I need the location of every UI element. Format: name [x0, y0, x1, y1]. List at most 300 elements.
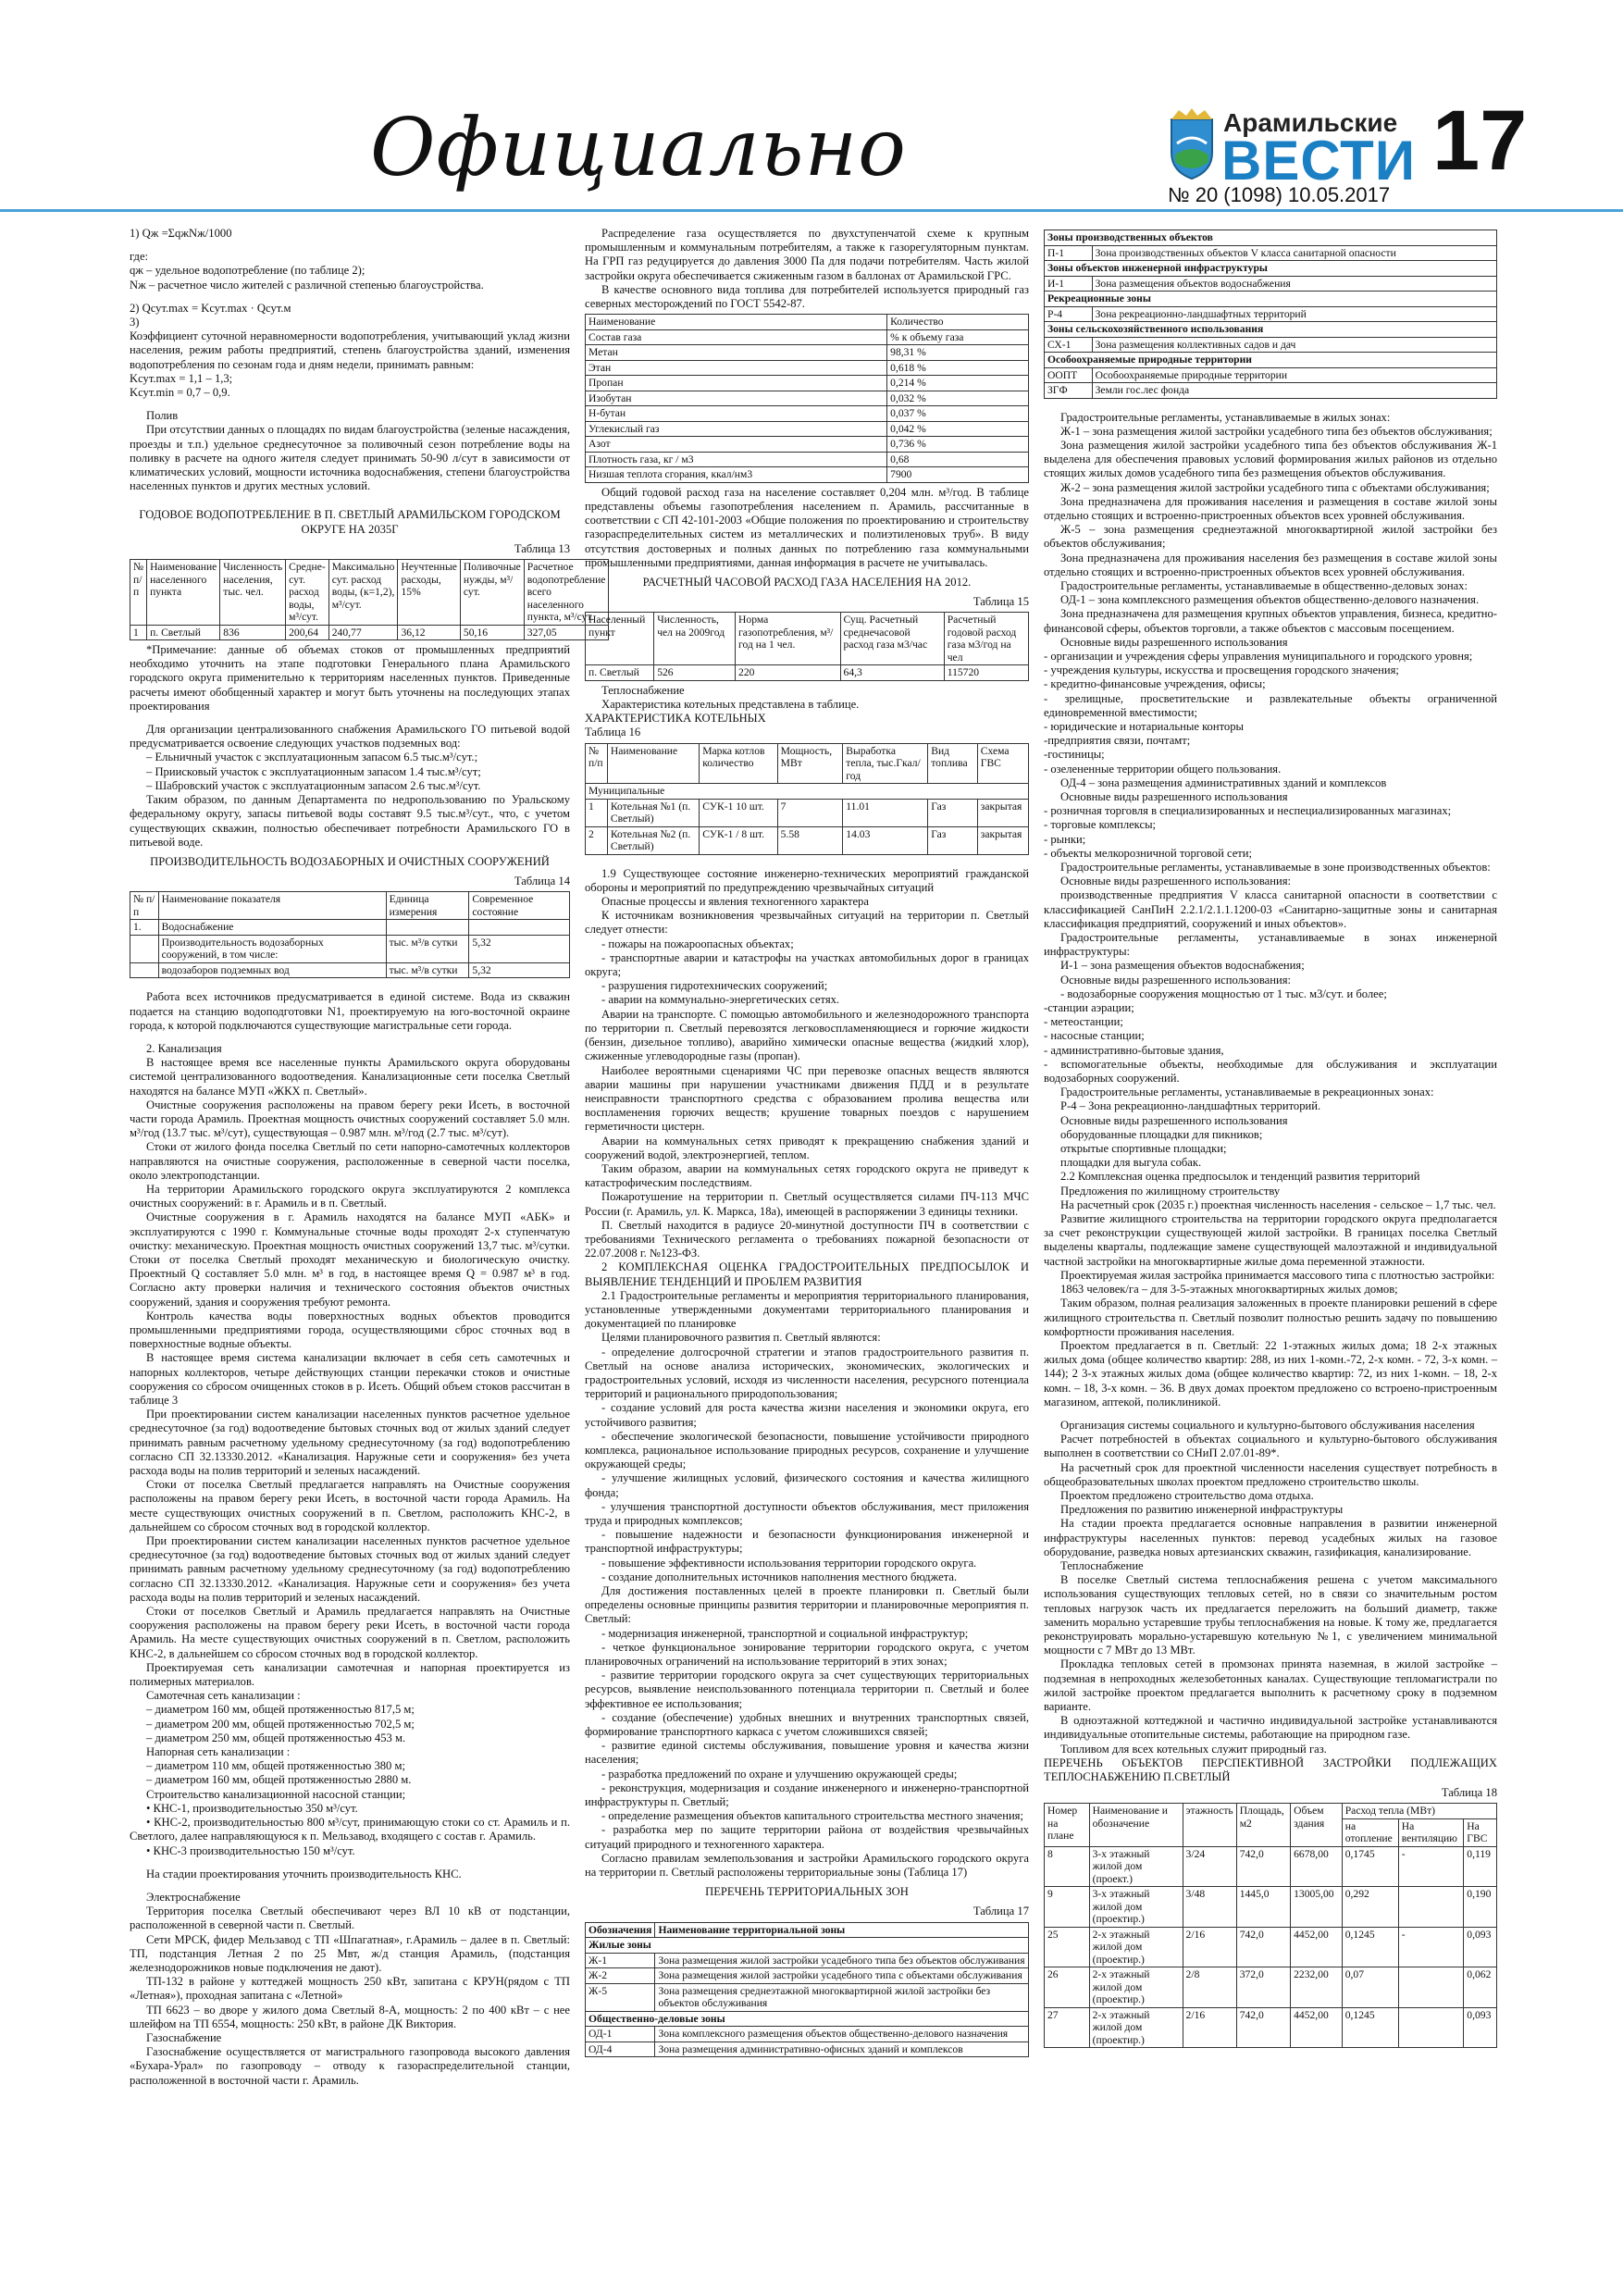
paragraph: Коэффициент суточной неравномерности водопотребления, учитывающий уклад жизни населения, режим работы предприятий, степень благоустройства зданий, изменения водопотребления по сезонам года и дням недели, принимать равным: — [130, 329, 570, 371]
coat-of-arms-icon — [1168, 106, 1216, 180]
list-item: - насосные станции; — [1044, 1029, 1145, 1043]
paragraph: Проектируемая сеть канализации самотечная и напорная проектируется из полимерных материалов. — [130, 1660, 570, 1689]
table-cell: 13005,00 — [1291, 1887, 1343, 1928]
table-cell: 0,190 — [1464, 1887, 1497, 1928]
table-cell: 742,0 — [1236, 1927, 1290, 1967]
table-cell: 0,037 % — [887, 406, 1029, 422]
list-item: – диаметром 110 мм, общей протяженностью 380 м; — [146, 1759, 405, 1773]
list-item: - улучшения транспортной доступности объектов обслуживания, мест приложения труда и природных комплексов; — [585, 1499, 1029, 1527]
table-header: Расчетный годовой расход газа м3/год на чел — [944, 613, 1028, 665]
list-item: - кредитно-финансовые учреждения, офисы; — [1044, 677, 1266, 691]
table-header: Номер на плане — [1045, 1804, 1090, 1847]
page-number: 17 — [1432, 93, 1528, 188]
table-cell: 526 — [654, 665, 736, 681]
paragraph: Предложения по развитию инженерной инфраструктуры — [1060, 1503, 1344, 1517]
table-header: Обозначения — [586, 1922, 655, 1938]
paragraph: Зона предназначена для проживания населения без размещения в составе жилой зоны отдельно стоящих и встроенно-пристроенных объектов всех уровней обслуживания. — [1044, 551, 1497, 578]
table-cell — [130, 935, 159, 962]
table-header: Норма газопотребления, м³/год на 1 чел. — [736, 613, 841, 665]
table-title: ПЕРЕЧЕНЬ ОБЪЕКТОВ ПЕРСПЕКТИВНОЙ ЗАСТРОЙКИ ПОДЛЕЖАЩИХ ТЕПЛОСНАБЖЕНИЮ П.СВЕТЛЫЙ — [1044, 1756, 1497, 1783]
table-row — [586, 665, 1029, 681]
table-header: № п/п — [130, 560, 147, 626]
paragraph: В одноэтажной коттеджной и частично индивидуальной застройке устанавливаются индивидуальные отопительные системы, работающие на природном газе. — [1044, 1714, 1497, 1742]
table-cell: Водоснабжение — [158, 920, 386, 936]
formula: 1) Qж =ΣqжNж/1000 — [130, 227, 232, 240]
paragraph: Зона предназначена для проживания населения и размещения в составе жилой зоны отдельно стоящих и встроенно-пристроенных объектов всех уровней обслуживания. — [1044, 494, 1497, 522]
subheading: Самотечная сеть канализации : — [146, 1689, 301, 1703]
table-row — [130, 962, 570, 978]
table-cell: 50,16 — [460, 625, 524, 640]
table-cell: 0,1245 — [1342, 2007, 1398, 2048]
logo-text-top: Арамильские — [1223, 108, 1398, 137]
paragraph: В поселке Светлый система теплоснабжения решена с учетом максимального использования существующих тепловых сетей, но в связи со значительным ростом тепловых нагрузок часть их предлагается переложить на больший диаметр, также заменить морально устаревшие трубы теплоснабжения на новые. К тому же, предлагается реконструировать морально-устаревшую котельную №1, с увеличением минимальной мощности с 7 МВт до 13 МВт. — [1044, 1573, 1497, 1657]
list-item: - развитие единой системы обслуживания, повышение уровня и качества жизни населения; — [585, 1739, 1029, 1767]
table-cell: 0,214 % — [887, 376, 1029, 391]
table-cell — [1398, 1887, 1464, 1928]
table-cell: Углекислый газ — [586, 421, 887, 437]
paragraph: Основные виды разрешенного использования: — [1060, 875, 1291, 888]
table-cell: 2-х этажный жилой дом (проектир.) — [1089, 1927, 1183, 1967]
paragraph: Газоснабжение осуществляется от магистрального газопровода высокого давления «Бухара-Урал» по газопроводу – отводу к газораспределительной станции, расположенной в восточной части г. Арамиль. — [130, 2045, 570, 2087]
list-item: – Ельничный участок с эксплуатационным запасом 6.5 тыс.м³/сут.; — [146, 751, 478, 764]
paragraph: На стадии проектирования уточнить производительность КНС. — [146, 1867, 462, 1880]
table-cell: 3-х этажный жилой дом (проект.) — [1089, 1846, 1183, 1887]
table-cell: Ж-5 — [586, 1983, 655, 2011]
table-cell: 836 — [220, 625, 286, 640]
table-13 — [130, 559, 609, 640]
list-item: - вспомогательные объекты, необходимые для обслуживания и эксплуатации водозаборных сооружений. — [1044, 1057, 1497, 1086]
table-header: Расход тепла (МВт) — [1342, 1804, 1496, 1819]
table-row — [586, 1953, 1029, 1968]
list-item: - юридические и нотариальные конторы — [1044, 719, 1244, 733]
paragraph: ТП 6623 – во дворе у жилого дома Светлый 8-А, мощность: 2 по 400 кВт – с нее шлейфом на ТП 6554, мощность: 250 кВт, в районе ДК Виктория. — [130, 2003, 570, 2030]
paragraph: В настоящее время все населенные пункты Арамильского округа оборудованы системой централизованного водоотведения. Канализационные сети поселка Светлый находятся на балансе МУП «ЖКХ п. Светлый». — [130, 1056, 570, 1098]
table-cell: Низшая теплота сгорания, ккал/нм3 — [586, 467, 887, 483]
paragraph: 1.9 Существующее состояние инженерно-технических мероприятий гражданской обороны и мероприятий по предупреждению чрезвычайных ситуаций — [585, 866, 1029, 894]
table-cell: 2/16 — [1183, 1927, 1236, 1967]
table-cell: 372,0 — [1236, 1967, 1290, 2008]
table-cell: тыс. м³/в сутки — [386, 962, 469, 978]
table-cell: Зона размещения объектов водоснабжения — [1092, 276, 1496, 292]
table-cell: 11.01 — [843, 799, 928, 826]
paragraph: Целями планировочного развития п. Светлый являются: — [601, 1331, 881, 1345]
table-cell: ООПТ — [1045, 367, 1093, 383]
table-15 — [585, 612, 1029, 681]
table-cell: 0,062 — [1464, 1967, 1497, 2008]
table-row — [1045, 383, 1497, 399]
paragraph: В настоящее время система канализации включает в себя сеть самотечных и напорных коллекторов, четыре действующих станции перекачки стоков и очистные сооружения со сбросом очищенных стоков в р. Исеть. Общий объем стоков рассчитан в таблице 3 — [130, 1351, 570, 1407]
table-row — [586, 345, 1029, 361]
paragraph: Проектируемая жилая застройка принимается массового типа с плотностью застройки: — [1060, 1268, 1495, 1282]
table-cell: Зона комплексного размещения объектов общественно-делового назначения — [655, 2027, 1029, 2042]
list-item: • КНС-3 производительностью 150 м³/сут. — [146, 1843, 355, 1857]
table-cell: 2-х этажный жилой дом (проектир.) — [1089, 2007, 1183, 2048]
list-item: - транспортные аварии и катастрофы на участках автомобильных дорог в границах округа; — [585, 950, 1029, 979]
table-row — [586, 2011, 1029, 2027]
paragraph: Для организации централизованного снабжения Арамильского ГО питьевой водой предусматривается освоение следующих участков подземных вод: — [130, 723, 570, 751]
list-item: – диаметром 160 мм, общей протяженностью 2880 м. — [146, 1773, 412, 1787]
list-item: - четкое функциональное зонирование территории городского округа, с учетом планировочных ограничений на использование территорий в этих зонах; — [585, 1640, 1029, 1669]
table-cell: 64,3 — [840, 665, 944, 681]
paragraph: qж – удельное водопотребление (по таблице 2); — [130, 264, 365, 278]
list-item: - модернизация инженерной, транспортной и социальной инфраструктур; — [601, 1626, 969, 1640]
paragraph: Основные виды разрешенного использования: — [1060, 973, 1291, 987]
table-cell: 1 — [586, 799, 608, 826]
paragraph: Ж-5 – зона размещения среднеэтажной многоквартирной жилой застройки без объектов обслуживания; — [1044, 523, 1497, 551]
list-item: оборудованные площадки для пикников; — [1060, 1127, 1263, 1141]
table-cell: Ж-1 — [586, 1953, 655, 1968]
table-cell: закрытая — [977, 799, 1028, 826]
section-heading: 2 КОМПЛЕКСНАЯ ОЦЕНКА ГРАДОСТРОИТЕЛЬНЫХ ПРЕДПОСЫЛОК И ВЫЯВЛЕНИЕ ТЕНДЕНЦИЙ И ПРОБЛЕМ РАЗВИТИЯ — [585, 1260, 1029, 1288]
table-cell: 7900 — [887, 467, 1029, 483]
table-label: Таблица 16 — [585, 726, 641, 739]
paragraph: П. Светлый находится в радиусе 20-минутной доступности ПЧ в соответствии с требованиями Технического регламента о требованиях пожарной безопасности от 22.07.2008 г. №123-ФЗ. — [585, 1218, 1029, 1260]
paragraph: Для достижения поставленных целей в проекте планировки п. Светлый были определены основные принципы развития территории и планировочные мероприятия п. Светлый: — [585, 1584, 1029, 1626]
table-cell: 5,32 — [469, 962, 570, 978]
table-cell: Р-4 — [1045, 306, 1093, 322]
formula: Kсут.max = 1,1 – 1,3; — [130, 371, 233, 385]
list-item: - метеостанции; — [1044, 1015, 1123, 1029]
table-cell: 27 — [1045, 2007, 1090, 2048]
table-cell: СУК-1 / 8 шт. — [700, 826, 777, 854]
paragraph: К источникам возникновения чрезвычайных ситуаций на территории п. Светлый следует отнести: — [585, 909, 1029, 937]
table-row — [130, 625, 609, 640]
table-cell: 742,0 — [1236, 2007, 1290, 2048]
list-item: - организации и учреждения сферы управления муниципального и городского уровня; — [1044, 649, 1473, 663]
table-cell: 3/24 — [1183, 1846, 1236, 1887]
table-cell: 1. — [130, 920, 159, 936]
table-header: Количество — [887, 315, 1029, 330]
table-cell: 98,31 % — [887, 345, 1029, 361]
list-item: – Приисковый участок с эксплуатационным запасом 1.4 тыс.м³/сут; — [146, 764, 481, 778]
table-header: Мощность, МВт — [777, 743, 843, 784]
table-row — [1045, 353, 1497, 368]
paragraph: Территория поселка Светлый обеспечивают через ВЛ 10 кВ от подстанции, расположенной в северной части п. Светлый. — [130, 1905, 570, 1932]
table-cell: Н-бутан — [586, 406, 887, 422]
paragraph: Организация системы социального и культурно-бытового обслуживания населения — [1060, 1418, 1475, 1432]
table-cell: 0,618 % — [887, 360, 1029, 376]
table-cell — [469, 920, 570, 936]
table-cell — [1398, 1967, 1464, 2008]
table-header: Расчетное водопотребление всего населенного пункта, м³/сут. — [524, 560, 609, 626]
list-item: - аварии на коммунально-энергетических сетях. — [601, 993, 840, 1007]
table-row — [586, 2027, 1029, 2042]
table-cell: СУК-1 10 шт. — [700, 799, 777, 826]
list-item: площадки для выгула собак. — [1060, 1156, 1202, 1170]
table-cell: 1 — [130, 625, 147, 640]
paragraph: Градостроительные регламенты, устанавливаемые в рекреационных зонах: — [1060, 1086, 1434, 1099]
table-header: На вентиляцию — [1398, 1818, 1464, 1846]
table-cell: тыс. м³/в сутки — [386, 935, 469, 962]
column-3 — [1044, 227, 1497, 2051]
paragraph: Градостроительные регламенты, устанавливаемые в зонах инженерной инфраструктуры: — [1044, 931, 1497, 959]
paragraph: На стадии проекта предлагается основные направления в развитии инженерной инфраструктуры населенных пунктов: перевод усадебных жилых на газовое оборудование, разведка новых артезианских скважин, газификация, канализирование. — [1044, 1517, 1497, 1558]
list-item: – диаметром 200 мм, общей протяженностью 702,5 м; — [146, 1717, 415, 1731]
table-cell: % к объему газа — [887, 329, 1029, 345]
table-cell: 0,1745 — [1342, 1846, 1398, 1887]
list-item: - объекты мелкорозничной торговой сети; — [1044, 846, 1253, 860]
table-cell: 2 — [586, 826, 608, 854]
table-cell: 0,032 % — [887, 391, 1029, 406]
table-row — [586, 437, 1029, 453]
table-cell: Зона рекреационно-ландшафтных территорий — [1092, 306, 1496, 322]
table-row — [130, 935, 570, 962]
table-header: Наименование — [607, 743, 699, 784]
section-title: Официально — [370, 102, 907, 194]
list-item: - зрелищные, просветительские и развлекательные объекты ограниченной единовременной вместимости; — [1044, 691, 1497, 719]
table-cell: Газ — [928, 826, 978, 854]
table-cell: 742,0 — [1236, 1846, 1290, 1887]
table-cell: Ж-2 — [586, 1968, 655, 1984]
table-cell: ОД-1 — [586, 2027, 655, 2042]
table-header: № п/п — [586, 743, 608, 784]
paragraph: Nж – расчетное число жителей с различной степенью благоустройства. — [130, 278, 484, 292]
table-row — [1045, 230, 1497, 246]
table-16 — [585, 743, 1029, 855]
table-row — [1045, 1846, 1497, 1887]
paragraph: Очистные сооружения в г. Арамиль находятся на балансе МУП «АБК» и эксплуатируются с 1990 г. Коммунальные сточные воды проходят 2-х ступенчатую очистку: механическую. Проектная мощность очистных сооружений 13,7 тыс. м³/сутки. Стоки от поселка Светлый проходят механическую и биологическую очистку. Проектный Q составляет 5.0 млн. м³ в год, в настоящее время Q = 0.987 м³ в год. Согласно акту проверки наличия и технического состояния объектов очистных сооружений, здания и сооружения требуют ремонта. — [130, 1210, 570, 1309]
list-item: - озелененные территории общего пользования. — [1044, 762, 1282, 776]
note: *Примечание: данные об объемах стоков от промышленных предприятий необходимо уточнить на этапе подготовки Генерального плана Арамильского городского округа применительно к территориям населенных пунктов. Приведенные расчеты имеют обобщенный характер и могут быть уточнены на последующих этапах проектирования — [130, 643, 570, 713]
paragraph: Градостроительные регламенты, устанавливаемые в жилых зонах: — [1060, 410, 1391, 424]
paragraph: Развитие жилищного строительства на территории городского округа предполагается за счет реконструкции существующей жилой застройки. В границах поселка Светлый выделены кварталы, подлежащие замене существующей малоэтажной и индивидуальной частной застройки на многоквартирные жилые дома переменной этажности. — [1044, 1212, 1497, 1268]
table-row — [1045, 1967, 1497, 2008]
table-cell: 2232,00 — [1291, 1967, 1343, 2008]
table-label: Таблица 18 — [1441, 1786, 1497, 1800]
paragraph: производственные предприятия V класса санитарной опасности в соответствии с классификацией СанПиН 2.2.1/2.1.1.1200-03 «Санитарно-защитные зоны и санитарная классификация предприятий, сооружений и иных объектов». — [1044, 888, 1497, 930]
newspaper-logo — [1168, 106, 1416, 192]
table-cell: п. Светлый — [586, 665, 654, 681]
table-cell: Зона размещения административно-офисных зданий и комплексов — [655, 2042, 1029, 2057]
subheading: Полив — [146, 409, 179, 423]
table-row — [586, 360, 1029, 376]
table-row — [586, 1968, 1029, 1984]
table-cell: Изобутан — [586, 391, 887, 406]
paragraph: Предложения по жилищному строительству — [1060, 1184, 1281, 1198]
table-row — [586, 467, 1029, 483]
table-header: Максимально сут. расход воды, (к=1,2), м³/сут. — [328, 560, 398, 626]
table-title: ПРОИЗВОДИТЕЛЬНОСТЬ ВОДОЗАБОРНЫХ И ОЧИСТНЫХ СООРУЖЕНИЙ — [150, 854, 550, 868]
table-cell — [386, 920, 469, 936]
table-cell: Зоны сельскохозяйственного использования — [1045, 322, 1497, 338]
table-cell: 0,042 % — [887, 421, 1029, 437]
list-item: - определение долгосрочной стратегии и этапов градостроительного развития п. Светлый на основе анализа исторических, экономических, экологических и градостроительных условий, исходя из численности населения, ресурсного потенциала территорий и рационального природопользования; — [585, 1345, 1029, 1401]
list-item: - рынки; — [1044, 832, 1086, 846]
table-row — [1045, 261, 1497, 277]
table-14 — [130, 891, 570, 978]
table-row — [586, 391, 1029, 406]
table-row — [1045, 1927, 1497, 1967]
table-cell: Особоохраняемые природные территории — [1092, 367, 1496, 383]
paragraph: Зона предназначена для размещения крупных объектов управления, бизнеса, кредитно-финансовой сферы, объектов торговли, а также объектов с массовым посещением. — [1044, 607, 1497, 635]
list-item: - определение размещения объектов капитального строительства местного значения; — [601, 1809, 1023, 1823]
table-cell: 0,1245 — [1342, 1927, 1398, 1967]
subheading: Электроснабжение — [146, 1890, 241, 1904]
paragraph: Прокладка тепловых сетей в промзонах принята наземная, в жилой застройке – подземная в непроходных железобетонных каналах. Существующие тепломагистрали по жилой застройке проектом предлагается выполнить к расчетному сроку в подземном варианте. — [1044, 1657, 1497, 1713]
table-cell: 5.58 — [777, 826, 843, 854]
paragraph: Р-4 – Зона рекреационно-ландшафтных территорий. — [1060, 1099, 1321, 1113]
table-row — [586, 329, 1029, 345]
table-header: Объем здания — [1291, 1804, 1343, 1847]
list-item: - улучшение жилищных условий, физического состояния и качества жилищного фонда; — [585, 1471, 1029, 1499]
table-label: Таблица 14 — [514, 875, 570, 888]
table-cell: 115720 — [944, 665, 1028, 681]
paragraph: Градостроительные регламенты, устанавливаемые в общественно-деловых зонах: — [1060, 578, 1468, 592]
paragraph: Основные виды разрешенного использования — [1060, 1113, 1288, 1127]
paragraph: ТП-132 в районе у коттеджей мощность 250 кВт, запитана с КРУН(рядом с ТП «Летная»), проходная запитана с «Летной» — [130, 1975, 570, 2003]
table-cell: Земли гос.лес фонда — [1092, 383, 1496, 399]
table-cell: 0,093 — [1464, 2007, 1497, 2048]
table-header: Выработка тепла, тыс.Гкал/год — [843, 743, 928, 784]
paragraph: При отсутствии данных о площадях по видам благоустройства (зеленые насаждения, проезды и т.п.) удельное среднесуточное за поливочный сезон потребление воды на поливку в расчете на одного жителя следует принимать 50-90 л/сут в зависимости от климатических условий, мощности источника водоснабжения, степени благоустройства населенных пунктов и других местных условий. — [130, 423, 570, 493]
table-cell: закрытая — [977, 826, 1028, 854]
table-cell: Рекреационные зоны — [1045, 292, 1497, 307]
paragraph: 2.2 Комплексная оценка предпосылок и тенденций развития территорий — [1060, 1170, 1420, 1184]
paragraph: Аварии на коммунальных сетях приводят к прекращению снабжения зданий и сооружений водой, электроэнергией, теплом. — [585, 1134, 1029, 1161]
paragraph: Таким образом, аварии на коммунальных сетях городского округа не приведут к катастрофическим последствиям. — [585, 1161, 1029, 1190]
list-item: - создание условий для роста качества жизни населения и экономики округа, его устойчивого развития; — [585, 1401, 1029, 1429]
table-row — [586, 826, 1029, 854]
table-cell: Зона размещения жилой застройки усадебного типа с объектами обслуживания — [655, 1968, 1029, 1984]
logo-text-main: ВЕСТИ — [1221, 130, 1416, 192]
paragraph: Таким образом, полная реализация заложенных в проекте планировки решений в сфере жилищного строительства п. Светлый позволит полностью решить задачу по повышению комфортности проживания населения. — [1044, 1297, 1497, 1338]
table-header: Численность, чел на 2009год — [654, 613, 736, 665]
paragraph: И-1 – зона размещения объектов водоснабжения; — [1060, 959, 1305, 973]
table-row — [586, 406, 1029, 422]
table-cell: 0,119 — [1464, 1846, 1497, 1887]
formula: Kсут.min = 0,7 – 0,9. — [130, 386, 230, 400]
paragraph: При проектировании систем канализации населенных пунктов расчетное удельное среднесуточное (за год) водоотведение бытовых сточных вод от жилых зданий следует принимать равным расчетному удельному среднесуточному (за год) водопотреблению согласно СП 32.13330.2012. «Канализация. Наружные сети и сооружения» без учета расхода воды на полив территорий и зеленых насаждений. — [130, 1534, 570, 1604]
table-row — [1045, 292, 1497, 307]
table-cell: 1445,0 — [1236, 1887, 1290, 1928]
table-cell: 26 — [1045, 1967, 1090, 2008]
table-cell: 3/48 — [1183, 1887, 1236, 1928]
table-header: Площадь, м2 — [1236, 1804, 1290, 1847]
paragraph: Ж-2 – зона размещения жилой застройки усадебного типа с объектами обслуживания; — [1060, 480, 1490, 494]
table-cell: Газ — [928, 799, 978, 826]
table-cell: 4452,00 — [1291, 1927, 1343, 1967]
table-cell — [130, 962, 159, 978]
list-item: -станции аэрации; — [1044, 1001, 1134, 1015]
paragraph: Работа всех источников предусматривается в единой системе. Вода из скважин подается на станцию водоподготовки N1, проектируемую на юго-восточной окраине города, к которой подключаются существующие магистральные сети города. — [130, 990, 570, 1032]
paragraph: Основные виды разрешенного использования — [1060, 635, 1288, 649]
paragraph: Характеристика котельных представлена в таблице. — [601, 698, 860, 712]
table-section: Муниципальные — [586, 784, 1029, 800]
table-header: этажность — [1183, 1804, 1236, 1847]
table-label: Таблица 13 — [514, 541, 570, 555]
paragraph: Стоки от поселка Светлый предлагается направлять на Очистные сооружения расположены на правом берегу реки Исеть, в восточной части города Арамиль. На месте существующих очистных сооружений в п. Светлом, расположить КНС-2, в дальнейшем со сбросом сточных вод в городской коллектор. — [130, 1478, 570, 1533]
table-header: Средне-сут. расход воды, м³/сут. — [286, 560, 329, 626]
paragraph: Аварии на транспорте. С помощью автомобильного и железнодорожного транспорта по территории п. Светлый перевозятся легковоспламеняющиеся и горючие жидкости (бензин, дизельное топливо), аварийно химически опасные вещества (жидкий хлор), сжиженные углеводородные газы (пропан). — [585, 1007, 1029, 1063]
list-item: • КНС-1, производительностью 350 м³/сут. — [146, 1801, 358, 1815]
table-row — [1045, 306, 1497, 322]
table-cell: 2/16 — [1183, 2007, 1236, 2048]
table-row — [586, 421, 1029, 437]
table-cell: Особоохраняемые природные территории — [1045, 353, 1497, 368]
table-row — [1045, 245, 1497, 261]
column-2 — [585, 227, 1029, 2060]
paragraph: Общий годовой расход газа на население составляет 0,204 млн. м³/год. В таблице представлены объемы газопотребления населением п. Арамиль, рассчитанные в соответствии с СП 42-101-2003 «Общие положения по проектированию и строительству газораспределительных систем из металлических и полиэтиленовых труб». В виду отсутствия достоверных и полных данных по потреблению газа коммунальными промышленными предприятиями, данная информация в расчете не учитывалась. — [585, 485, 1029, 569]
table-cell: Общественно-деловые зоны — [586, 2011, 1029, 2027]
table-cell: Азот — [586, 437, 887, 453]
table-title: ГОДОВОЕ ВОДОПОТРЕБЛЕНИЕ В П. СВЕТЛЫЙ АРАМИЛЬСКОМ ГОРОДСКОМ ОКРУГЕ НА 2035Г — [139, 508, 561, 536]
paragraph: где: — [130, 250, 149, 264]
table-17 — [585, 1922, 1029, 2058]
list-item: - розничная торговля в специализированных и неспециализированных магазинах; — [1044, 804, 1452, 818]
subheading: 2. Канализация — [146, 1041, 222, 1055]
table-row — [130, 920, 570, 936]
table-cell: ЗГФ — [1045, 383, 1093, 399]
paragraph: Пожаротушение на территории п. Светлый осуществляется силами ПЧ-113 МЧС России (г. Арамиль, ул. К. Маркса, 18а), имеющей в распоряжении 3 единицы техники. — [585, 1190, 1029, 1218]
table-header: Наименование населенного пункта — [147, 560, 220, 626]
table-cell: И-1 — [1045, 276, 1093, 292]
table-cell: - — [1398, 1927, 1464, 1967]
paragraph: Контроль качества воды поверхностных водных объектов проводится промышленными предприятиями города, осуществляющими сброс сточных вод в поверхностные водные объекты. — [130, 1309, 570, 1351]
table-cell: 6678,00 — [1291, 1846, 1343, 1887]
paragraph: При проектировании систем канализации населенных пунктов расчетное удельное среднесуточное (за год) водоотведение бытовых сточных вод от жилых зданий следует принимать равным расчетному удельному среднесуточному (за год) водопотреблению согласно СП 32.13330.2012. «Канализация. Наружные сети и сооружения» без учета расхода воды на полив территорий и зеленых насаждений. — [130, 1408, 570, 1478]
gas-composition-table — [585, 314, 1029, 483]
table-label: Таблица 15 — [973, 595, 1029, 609]
table-cell: водозаборов подземных вод — [158, 962, 386, 978]
table-label: Таблица 17 — [973, 1905, 1029, 1918]
paragraph: Очистные сооружения расположены на правом берегу реки Исеть, в восточной части города Арамиль. Проектная мощность очистных сооружений составляет 5.0 млн. м³/год (13.7 тыс. м³/сут), существующая – 0.987 млн. м³/год (2.7 тыс. м³/сут). — [130, 1098, 570, 1140]
table-header: Сущ. Расчетный среднечасовой расход газа м3/час — [840, 613, 944, 665]
subheading: Теплоснабжение — [601, 683, 685, 697]
list-item: – Шабровский участок с эксплуатационным запасом 2.6 тыс.м³/сут. — [146, 778, 481, 792]
paragraph: Ж-1 – зона размещения жилой застройки усадебного типа без объектов обслуживания; — [1060, 424, 1493, 438]
table-row — [1045, 1887, 1497, 1928]
table-header: Марка котлов количество — [700, 743, 777, 784]
list-item: - разрушения гидротехнических сооружений; — [601, 979, 828, 993]
table-row — [1045, 2007, 1497, 2048]
table-cell: П-1 — [1045, 245, 1093, 261]
list-item: открытые спортивные площадки; — [1060, 1142, 1227, 1156]
list-item: - создание (обеспечение) удобных внешних и внутренних транспортных связей, формирование транспортного каркаса с учетом сложившихся связей; — [585, 1710, 1029, 1739]
formula: 2) Qсут.max = Kсут.max · Qсут.м — [130, 301, 291, 315]
list-item: - повышение надежности и безопасности функционирования инженерной и транспортной инфраструктуры; — [585, 1528, 1029, 1556]
masthead — [0, 0, 1623, 213]
table-cell: Плотность газа, кг / м3 — [586, 452, 887, 467]
table-header: Поливочные нужды, м³/сут. — [460, 560, 524, 626]
table-cell: 5,32 — [469, 935, 570, 962]
paragraph: 2.1 Градостроительные регламенты и мероприятия территориального планирования, установленные утвержденными документами территориального планирования и документацией по планировке — [585, 1288, 1029, 1331]
table-cell: п. Светлый — [147, 625, 220, 640]
paragraph: Таким образом, по данным Департамента по недропользованию по Уральскому федеральному округу, запасы питьевой воды составят 9.5 тыс.м³/сут., что, с учетом существующих скважин, полностью обеспечивает потребности Арамильского ГО в питьевой воде. — [130, 793, 570, 849]
table-title: ПЕРЕЧЕНЬ ТЕРРИТОРИАЛЬНЫХ ЗОН — [705, 1885, 909, 1899]
list-item: - разработка мер по защите территории района от воздействия чрезвычайных ситуаций природного и техногенного характера. — [585, 1823, 1029, 1851]
table-cell: 2/8 — [1183, 1967, 1236, 2008]
table-cell: 0,736 % — [887, 437, 1029, 453]
paragraph: Согласно правилам землепользования и застройки Арамильского городского округа на территории п. Светлый расположены территориальные зоны (Таблица 17) — [585, 1851, 1029, 1880]
table-row — [1045, 322, 1497, 338]
table-title: РАСЧЕТНЫЙ ЧАСОВОЙ РАСХОД ГАЗА НАСЕЛЕНИЯ НА 2012. — [642, 575, 972, 589]
header-rule — [0, 209, 1623, 212]
table-title: ХАРАКТЕРИСТИКА КОТЕЛЬНЫХ — [585, 712, 766, 726]
table-cell: Котельная №1 (п. Светлый) — [607, 799, 699, 826]
list-item: - развитие территории городского округа за счет существующих территориальных ресурсов, выявление неиспользованного потенциала территории п. Светлый и более эффективное ее использования; — [585, 1669, 1029, 1710]
table-cell: Зона размещения среднеэтажной многоквартирной жилой застройки без объектов обслуживания — [655, 1983, 1029, 2011]
paragraph: Наиболее вероятными сценариями ЧС при перевозке опасных веществ являются аварии машины при нарушении участниками движения ПДД и в результате неисправности транспортного средства с образованием пролива вещества или воспламенения горючих веществ; крушение товарных поездов с нарушением герметичности цистерн. — [585, 1063, 1029, 1134]
paragraph: В качестве основного вида топлива для потребителей используется природный газ северных месторождений по ГОСТ 5542-87. — [585, 282, 1029, 311]
paragraph: Градостроительные регламенты, устанавливаемые в зоне производственных объектов: — [1060, 861, 1491, 874]
table-header: на отопление — [1342, 1818, 1398, 1846]
paragraph: Стоки от жилого фонда поселка Светлый по сети напорно-самотечных коллекторов направляются на очистные сооружения, расположенные в северной части поселка, около электроподстанции. — [130, 1140, 570, 1182]
table-cell: 327,05 — [524, 625, 609, 640]
paragraph: Топливом для всех котельных служит природный газ. — [1060, 1742, 1327, 1756]
table-cell: Этан — [586, 360, 887, 376]
table-cell: 7 — [777, 799, 843, 826]
paragraph: ОД-1 – зона комплексного размещения объектов общественно-делового назначения. — [1060, 593, 1480, 607]
